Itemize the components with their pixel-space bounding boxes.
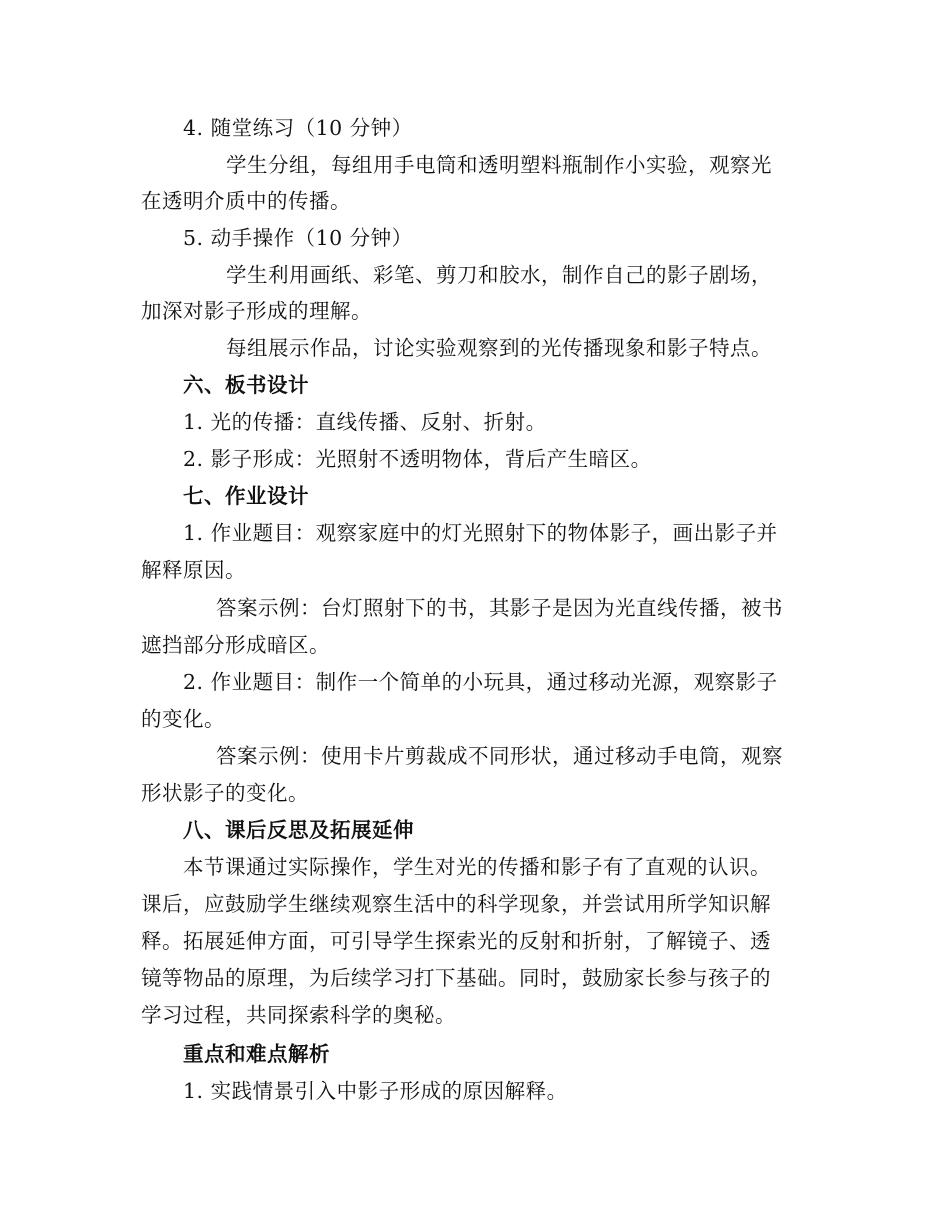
section-heading: 六、板书设计 (183, 373, 309, 397)
list-item-heading: 4. 随堂练习（10 分钟） (183, 116, 413, 140)
answer-line: 形状影子的变化。 (141, 781, 309, 805)
paragraph-line: 本节课通过实际操作，学生对光的传播和影子有了直观的认识。 (183, 855, 771, 879)
paragraph-line: 每组展示作品，讨论实验观察到的光传播现象和影子特点。 (226, 336, 772, 360)
section-heading: 重点和难点解析 (183, 1042, 330, 1066)
list-item: 1. 作业题目：观察家庭中的灯光照射下的物体影子，画出影子并 (183, 521, 778, 545)
section-heading: 八、课后反思及拓展延伸 (183, 818, 414, 842)
list-item: 2. 作业题目：制作一个简单的小玩具，通过移动光源，观察影子 (183, 670, 778, 694)
answer-line: 答案示例：台灯照射下的书，其影子是因为光直线传播，被书 (216, 596, 783, 620)
paragraph-line: 在透明介质中的传播。 (141, 189, 351, 213)
paragraph-line: 课后，应鼓励学生继续观察生活中的科学现象，并尝试用所学知识解 (141, 892, 771, 916)
list-item-heading: 5. 动手操作（10 分钟） (183, 226, 413, 250)
paragraph-line: 加深对影子形成的理解。 (141, 299, 372, 323)
list-item: 2. 影子形成：光照射不透明物体，背后产生暗区。 (183, 447, 652, 471)
list-item: 1. 实践情景引入中影子形成的原因解释。 (183, 1079, 568, 1103)
answer-line: 答案示例：使用卡片剪裁成不同形状，通过移动手电筒，观察 (216, 744, 783, 768)
paragraph-line: 的变化。 (141, 707, 225, 731)
paragraph-line: 解释原因。 (141, 558, 246, 582)
paragraph-line: 学生利用画纸、彩笔、剪刀和胶水，制作自己的影子剧场， (226, 263, 772, 287)
paragraph-line: 释。拓展延伸方面，可引导学生探索光的反射和折射，了解镜子、透 (141, 929, 771, 953)
answer-line: 遮挡部分形成暗区。 (141, 633, 330, 657)
list-item: 1. 光的传播：直线传播、反射、折射。 (183, 410, 547, 434)
paragraph-line: 学习过程，共同探索科学的奥秘。 (141, 1003, 456, 1027)
section-heading: 七、作业设计 (183, 484, 309, 508)
paragraph-line: 镜等物品的原理，为后续学习打下基础。同时，鼓励家长参与孩子的 (141, 966, 771, 990)
paragraph-line: 学生分组，每组用手电筒和透明塑料瓶制作小实验，观察光 (226, 153, 772, 177)
